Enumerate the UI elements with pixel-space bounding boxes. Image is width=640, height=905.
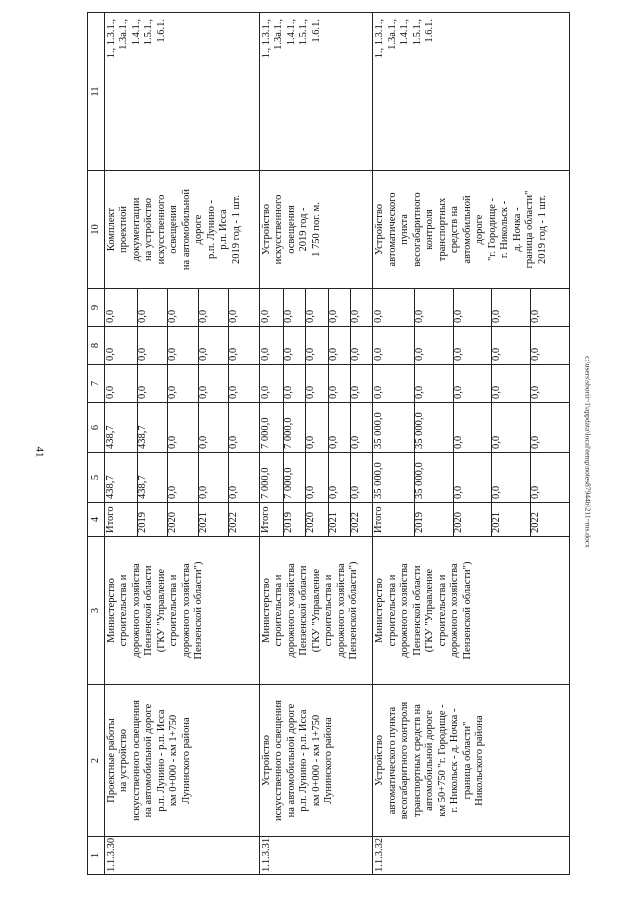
measure-name-cell — [259, 685, 372, 837]
year-cell: 2020 — [168, 503, 198, 537]
amount-cell: 0,0 — [328, 327, 350, 365]
header-cell: 8 — [88, 327, 105, 365]
amount-cell: 0,0 — [259, 327, 283, 365]
amount-cell: 7 000,0 — [283, 453, 305, 503]
text-line: искусственного — [155, 194, 167, 265]
text-line: 1., 1.3.1., — [105, 19, 117, 59]
amount-cell: 0,0 — [492, 327, 531, 365]
amount-cell: 0,0 — [373, 289, 415, 327]
year-cell: 2022 — [229, 503, 260, 537]
measure-name-cell — [373, 685, 570, 837]
measure-name-cell — [104, 685, 259, 837]
header-cell: 2 — [88, 685, 105, 837]
text-line: на устройство — [118, 728, 130, 793]
text-line: строительства и — [386, 574, 398, 647]
executor-cell — [259, 537, 372, 685]
text-line: Никольского района — [474, 715, 486, 806]
header-cell: 6 — [88, 403, 105, 453]
amount-cell: 0,0 — [453, 327, 492, 365]
text-line: 2019 год - 1 шт. — [536, 194, 548, 265]
text-line: км 50+750 "г. Городище - — [436, 704, 448, 817]
amount-cell: 35 000,0 — [373, 403, 415, 453]
text-line: автоматического пункта — [386, 706, 398, 815]
amount-cell: 35 000,0 — [415, 453, 454, 503]
amount-cell: 0,0 — [415, 289, 454, 327]
row-number-cell: 1.1.3.30. — [104, 837, 259, 875]
year-cell: 2019 — [415, 503, 454, 537]
text-line: км 0+000 - км 1+750 — [310, 714, 322, 807]
text-line: Министерство — [374, 578, 386, 643]
amount-cell: 0,0 — [137, 327, 167, 365]
year-cell: Итого — [104, 503, 137, 537]
year-cell: 2021 — [328, 503, 350, 537]
header-row — [88, 13, 105, 875]
executor-cell — [104, 537, 259, 685]
amount-cell: 0,0 — [168, 403, 198, 453]
text-line: строительства и — [168, 574, 180, 647]
amount-cell: 0,0 — [168, 289, 198, 327]
text-line: г. Никольск - — [499, 200, 511, 259]
year-cell: 2020 — [306, 503, 328, 537]
footer-file-path: c:\users\sborii~1\appdata\local\temp\notes87944b\211~ms.docx — [583, 356, 593, 548]
header-cell: 9 — [88, 289, 105, 327]
text-line: Проектные работы — [105, 718, 117, 803]
text-line: автоматического — [386, 192, 398, 267]
amount-cell: 0,0 — [198, 403, 228, 453]
amount-cell: 0,0 — [492, 365, 531, 403]
amount-cell: 0,0 — [328, 365, 350, 403]
text-line: дорожного хозяйства — [449, 563, 461, 658]
amount-cell: 35 000,0 — [415, 403, 454, 453]
text-line: искусственного освещения — [273, 700, 285, 821]
text-line: весогабаритного — [411, 192, 423, 267]
amount-cell: 0,0 — [198, 453, 228, 503]
row-number-cell: 1.1.3.31. — [259, 837, 372, 875]
text-line: дорожного хозяйства — [130, 563, 142, 658]
text-line: 1 750 пог. м. — [310, 202, 322, 257]
text-line: проектной — [118, 206, 130, 253]
text-line: Комплект — [105, 207, 117, 252]
amount-cell: 0,0 — [283, 289, 305, 327]
indicator-refs-cell — [373, 13, 570, 171]
amount-cell: 0,0 — [373, 327, 415, 365]
text-line: 1.4.1., — [130, 19, 142, 46]
amount-cell: 438,7 — [137, 403, 167, 453]
text-line: "г. Городище - — [486, 197, 498, 262]
year-cell: 2021 — [198, 503, 228, 537]
amount-cell: 0,0 — [531, 327, 570, 365]
header-cell: 1 — [88, 837, 105, 875]
text-line: 1., 1.3.1., — [374, 19, 386, 59]
amount-cell: 0,0 — [453, 365, 492, 403]
text-line: контроля — [424, 209, 436, 250]
amount-cell: 0,0 — [229, 289, 260, 327]
amount-cell: 0,0 — [415, 327, 454, 365]
header-cell: 7 — [88, 365, 105, 403]
amount-cell: 0,0 — [531, 403, 570, 453]
amount-cell: 35 000,0 — [373, 453, 415, 503]
text-line: км 0+000 - км 1+750 — [168, 714, 180, 807]
amount-cell: 0,0 — [415, 365, 454, 403]
amount-cell: 0,0 — [306, 289, 328, 327]
amount-cell: 0,0 — [492, 453, 531, 503]
amount-cell: 0,0 — [531, 365, 570, 403]
amount-cell: 0,0 — [137, 289, 167, 327]
text-line: р.п. Лунино - р.п. Исса — [155, 709, 167, 812]
amount-cell: 0,0 — [350, 403, 372, 453]
text-line: на автомобильной дороге — [143, 703, 155, 818]
text-line: строительства и — [118, 574, 130, 647]
amount-cell: 0,0 — [259, 289, 283, 327]
amount-cell: 438,7 — [104, 453, 137, 503]
text-line: транспортных — [436, 197, 448, 262]
amount-cell: 0,0 — [229, 327, 260, 365]
text-line: Пензенской области — [411, 565, 423, 656]
text-line: г. Никольск - д. Ночка - — [449, 708, 461, 813]
header-cell: 11 — [88, 13, 105, 171]
year-cell: 2020 — [453, 503, 492, 537]
amount-cell: 0,0 — [350, 289, 372, 327]
amount-cell: 0,0 — [198, 365, 228, 403]
table-row — [104, 13, 137, 875]
amount-cell: 7 000,0 — [283, 403, 305, 453]
text-line: (ГКУ "Управление — [424, 568, 436, 653]
text-line: освещения — [168, 205, 180, 254]
result-cell — [373, 171, 570, 289]
text-line: Устройство — [374, 203, 386, 256]
text-line: Министерство — [105, 578, 117, 643]
text-line: транспортных средств на — [411, 704, 423, 817]
amount-cell: 0,0 — [198, 327, 228, 365]
amount-cell: 0,0 — [328, 453, 350, 503]
amount-cell: 0,0 — [104, 365, 137, 403]
text-line: автомобильной дороге — [424, 710, 436, 811]
text-line: 1.4.1., — [285, 19, 297, 46]
amount-cell: 0,0 — [168, 453, 198, 503]
amount-cell: 0,0 — [306, 403, 328, 453]
text-line: пункта — [399, 214, 411, 245]
text-line: 1.3а.1., — [386, 19, 398, 50]
result-cell — [259, 171, 372, 289]
amount-cell: 0,0 — [350, 327, 372, 365]
table-row — [259, 13, 283, 875]
amount-cell: 0,0 — [350, 365, 372, 403]
amount-cell: 0,0 — [328, 289, 350, 327]
amount-cell: 0,0 — [328, 403, 350, 453]
amount-cell: 0,0 — [306, 327, 328, 365]
text-line: Устройство — [260, 734, 272, 787]
row-number-cell: 1.1.3.32. — [373, 837, 570, 875]
amount-cell: 0,0 — [283, 365, 305, 403]
text-line: граница области" — [524, 190, 536, 269]
text-line: 2019 год - 1 шт. — [230, 194, 242, 265]
rotated-table-wrapper — [87, 13, 570, 875]
text-line: дорожного хозяйства — [335, 563, 347, 658]
amount-cell: 0,0 — [531, 289, 570, 327]
text-line: Лунинского района — [180, 717, 192, 804]
result-cell — [104, 171, 259, 289]
text-line: на устройство — [143, 197, 155, 262]
text-line: граница области" — [461, 721, 473, 800]
text-line: Устройство — [374, 734, 386, 787]
amount-cell: 0,0 — [531, 453, 570, 503]
amount-cell: 7 000,0 — [259, 403, 283, 453]
text-line: (ГКУ "Управление — [155, 568, 167, 653]
header-cell: 10 — [88, 171, 105, 289]
text-line: д. Ночка - — [511, 207, 523, 252]
text-line: Пензенской области") — [461, 561, 473, 660]
amount-cell: 0,0 — [453, 289, 492, 327]
text-line: 1., 1.3.1., — [260, 19, 272, 59]
text-line: автомобильной — [461, 195, 473, 264]
amount-cell: 0,0 — [306, 365, 328, 403]
amount-cell: 0,0 — [259, 365, 283, 403]
year-cell: 2019 — [283, 503, 305, 537]
text-line: 1.6.1. — [155, 19, 167, 43]
text-line: Пензенской области") — [193, 561, 205, 660]
text-line: Пензенской области — [298, 565, 310, 656]
text-line: 1.5.1., — [411, 19, 423, 46]
text-line: дорожного хозяйства — [285, 563, 297, 658]
amount-cell: 7 000,0 — [259, 453, 283, 503]
amount-cell: 0,0 — [306, 453, 328, 503]
text-line: на автомобильной дороге — [285, 703, 297, 818]
text-line: дорожного хозяйства — [180, 563, 192, 658]
amount-cell: 0,0 — [168, 365, 198, 403]
amount-cell: 438,7 — [104, 403, 137, 453]
text-line: Пензенской области") — [348, 561, 360, 660]
text-line: Лунинского района — [323, 717, 335, 804]
text-line: весогабаритного контроля — [399, 701, 411, 820]
amount-cell: 0,0 — [137, 365, 167, 403]
text-line: 2019 год - — [298, 207, 310, 252]
year-cell: 2022 — [350, 503, 372, 537]
amount-cell: 0,0 — [492, 289, 531, 327]
text-line: р.п. Лунино - р.п. Исса — [298, 709, 310, 812]
year-cell: 2022 — [531, 503, 570, 537]
year-cell: Итого — [259, 503, 283, 537]
text-line: дороге — [474, 214, 486, 245]
amount-cell: 0,0 — [229, 365, 260, 403]
text-line: Пензенской области — [143, 565, 155, 656]
amount-cell: 0,0 — [104, 327, 137, 365]
year-cell: 2019 — [137, 503, 167, 537]
header-cell: 4 — [88, 503, 105, 537]
text-line: Министерство — [260, 578, 272, 643]
text-line: искусственного освещения — [130, 700, 142, 821]
text-line: 1.6.1. — [424, 19, 436, 43]
text-line: 1.5.1., — [298, 19, 310, 46]
text-line: р.п. Лунино - — [205, 199, 217, 260]
executor-cell — [373, 537, 570, 685]
text-line: 1.3а.1., — [118, 19, 130, 50]
text-line: освещения — [285, 205, 297, 254]
text-line: 1.6.1. — [310, 19, 322, 43]
amount-cell: 0,0 — [350, 453, 372, 503]
amount-cell: 0,0 — [229, 403, 260, 453]
header-cell: 3 — [88, 537, 105, 685]
amount-cell: 0,0 — [453, 453, 492, 503]
text-line: искусственного — [273, 194, 285, 265]
year-cell: Итого — [373, 503, 415, 537]
amount-cell: 0,0 — [198, 289, 228, 327]
text-line: строительства и — [323, 574, 335, 647]
page-number: 41 — [33, 446, 46, 458]
header-cell: 5 — [88, 453, 105, 503]
text-line: дороге — [193, 214, 205, 245]
text-line: (ГКУ "Управление — [310, 568, 322, 653]
amount-cell: 0,0 — [168, 327, 198, 365]
amount-cell: 0,0 — [283, 327, 305, 365]
amount-cell: 0,0 — [453, 403, 492, 453]
amount-cell: 0,0 — [492, 403, 531, 453]
text-line: дорожного хозяйства — [399, 563, 411, 658]
year-cell: 2021 — [492, 503, 531, 537]
amount-cell: 0,0 — [104, 289, 137, 327]
program-table — [87, 12, 570, 875]
text-line: строительства и — [273, 574, 285, 647]
amount-cell: 0,0 — [373, 365, 415, 403]
text-line: средств на — [449, 206, 461, 253]
amount-cell: 438,7 — [137, 453, 167, 503]
text-line: документации — [130, 197, 142, 262]
indicator-refs-cell — [104, 13, 259, 171]
amount-cell: 0,0 — [229, 453, 260, 503]
text-line: строительства и — [436, 574, 448, 647]
text-line: 1.5.1., — [143, 19, 155, 46]
text-line: на автомобильной — [180, 188, 192, 271]
text-line: р.п. Исса — [218, 209, 230, 250]
table-row — [373, 13, 415, 875]
text-line: 1.3а.1., — [273, 19, 285, 50]
indicator-refs-cell — [259, 13, 372, 171]
text-line: 1.4.1., — [399, 19, 411, 46]
text-line: Устройство — [260, 203, 272, 256]
